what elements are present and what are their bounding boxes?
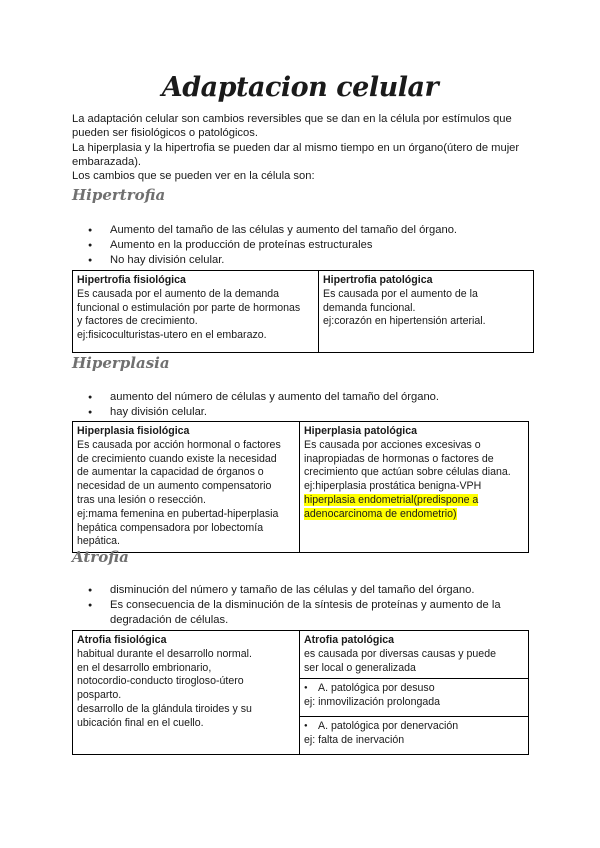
- atrofia-patologica-cell: [300, 631, 529, 679]
- cell-line: y factores de crecimiento.: [77, 315, 198, 328]
- cell-title: Atrofia fisiológica: [77, 634, 167, 646]
- cell-line: demanda funcional.: [323, 301, 416, 314]
- cell-line: crecimiento que actúan sobre células diana.: [304, 466, 511, 479]
- hiperplasia-bullets: [72, 390, 532, 420]
- cell-line: ej:corazón en hipertensión arterial.: [323, 315, 486, 328]
- intro-text: [72, 112, 532, 183]
- cell-line: ser local o generalizada: [304, 661, 416, 674]
- heading-hiperplasia: Hiperplasia: [72, 354, 170, 372]
- atrofia-desuso-cell: [300, 679, 529, 717]
- denervacion-title: ● A. patológica por denervación: [304, 720, 524, 734]
- list-item: ● aumento del número de células y aumento del tamaño del órgano.: [72, 390, 532, 405]
- cell-line: tras una lesión o resección.: [77, 493, 206, 506]
- heading-atrofia: Atrofia: [72, 548, 129, 566]
- intro-paragraph: Los cambios que se pueden ver en la célula son:: [72, 170, 315, 183]
- hiperplasia-patologica-cell: [300, 422, 529, 553]
- atrofia-bullets: [72, 583, 532, 628]
- cell-line: hepática compensadora por lobectomía: [77, 521, 264, 534]
- cell-line: ubicación final en el cuello.: [77, 716, 204, 729]
- list-item: ● hay división celular.: [72, 405, 532, 420]
- hipertrofia-table: [72, 270, 534, 353]
- cell-line: ej:mama femenina en pubertad-hiperplasia: [77, 507, 279, 520]
- list-item: ● disminución del número y tamaño de las células y del tamaño del órgano.: [72, 583, 532, 598]
- atrofia-fisiologica-cell: [73, 631, 300, 755]
- list-item: ● Aumento en la producción de proteínas estructurales: [72, 238, 532, 253]
- hiperplasia-table: [72, 421, 529, 553]
- highlighted-text: adenocarcinoma de endometrio): [304, 507, 457, 520]
- cell-line: en el desarrollo embrionario,: [77, 661, 212, 674]
- atrofia-denervacion-cell: [300, 717, 529, 755]
- intro-paragraph: La hiperplasia y la hipertrofia se pueden dar al mismo tiempo en un órgano(útero de mujer embarazada).: [72, 141, 520, 168]
- cell-title: Hipertrofia patológica: [323, 274, 433, 286]
- heading-hipertrofia: Hipertrofia: [72, 186, 166, 204]
- cell-line: funcional o estimulación por parte de hormonas: [77, 301, 301, 314]
- cell-line: ej:fisicoculturistas-utero en el embarazo.: [77, 329, 267, 342]
- list-item: ● Aumento del tamaño de las células y aumento del tamaño del órgano.: [72, 223, 532, 238]
- cell-line: notocordio-conducto tirogloso-útero: [77, 675, 244, 688]
- cell-line: desarrollo de la glándula tiroides y su: [77, 702, 252, 715]
- atrofia-table: [72, 630, 529, 755]
- cell-title: Atrofia patológica: [304, 634, 395, 646]
- cell-line: habitual durante el desarrollo normal.: [77, 647, 252, 660]
- cell-line: Es causada por el aumento de la: [323, 287, 478, 300]
- hiperplasia-fisiologica-cell: [73, 422, 300, 553]
- cell-title: Hiperplasia fisiológica: [77, 425, 190, 437]
- cell-line: de crecimiento cuando existe la necesidad: [77, 452, 277, 465]
- hipertrofia-patologica-cell: [319, 271, 534, 353]
- highlighted-text: hiperplasia endometrial(predispone a: [304, 493, 479, 506]
- cell-title: Hipertrofia fisiológica: [77, 274, 186, 286]
- page-title: Adaptacion celular: [161, 72, 439, 103]
- cell-line: de aumentar la capacidad de órganos o: [77, 466, 264, 479]
- desuso-example: ej: inmovilización prolongada: [304, 696, 441, 709]
- intro-paragraph: La adaptación celular son cambios reversibles que se dan en la célula por estímulos que pueden ser fisiológicos o patológicos.: [72, 113, 512, 140]
- list-item: ● Es consecuencia de la disminución de la síntesis de proteínas y aumento de la degradación de células.: [72, 598, 532, 628]
- cell-line: inapropiadas de hormonas o factores de: [304, 452, 494, 465]
- cell-line: ej:hiperplasia prostática benigna-VPH: [304, 480, 482, 493]
- cell-line: posparto.: [77, 689, 122, 702]
- list-item: ● No hay división celular.: [72, 253, 532, 268]
- cell-line: es causada por diversas causas y puede: [304, 647, 496, 660]
- cell-line: necesidad de un aumento compensatorio: [77, 480, 272, 493]
- desuso-title: ● A. patológica por desuso: [304, 682, 524, 696]
- cell-line: Es causada por acción hormonal o factores: [77, 438, 281, 451]
- cell-line: hepática.: [77, 535, 120, 548]
- cell-line: Es causada por acciones excesivas o: [304, 438, 481, 451]
- denervacion-example: ej: falta de inervación: [304, 734, 405, 747]
- hipertrofia-fisiologica-cell: [73, 271, 319, 353]
- cell-title: Hiperplasia patológica: [304, 425, 418, 437]
- cell-line: Es causada por el aumento de la demanda: [77, 287, 280, 300]
- hipertrofia-bullets: [72, 223, 532, 268]
